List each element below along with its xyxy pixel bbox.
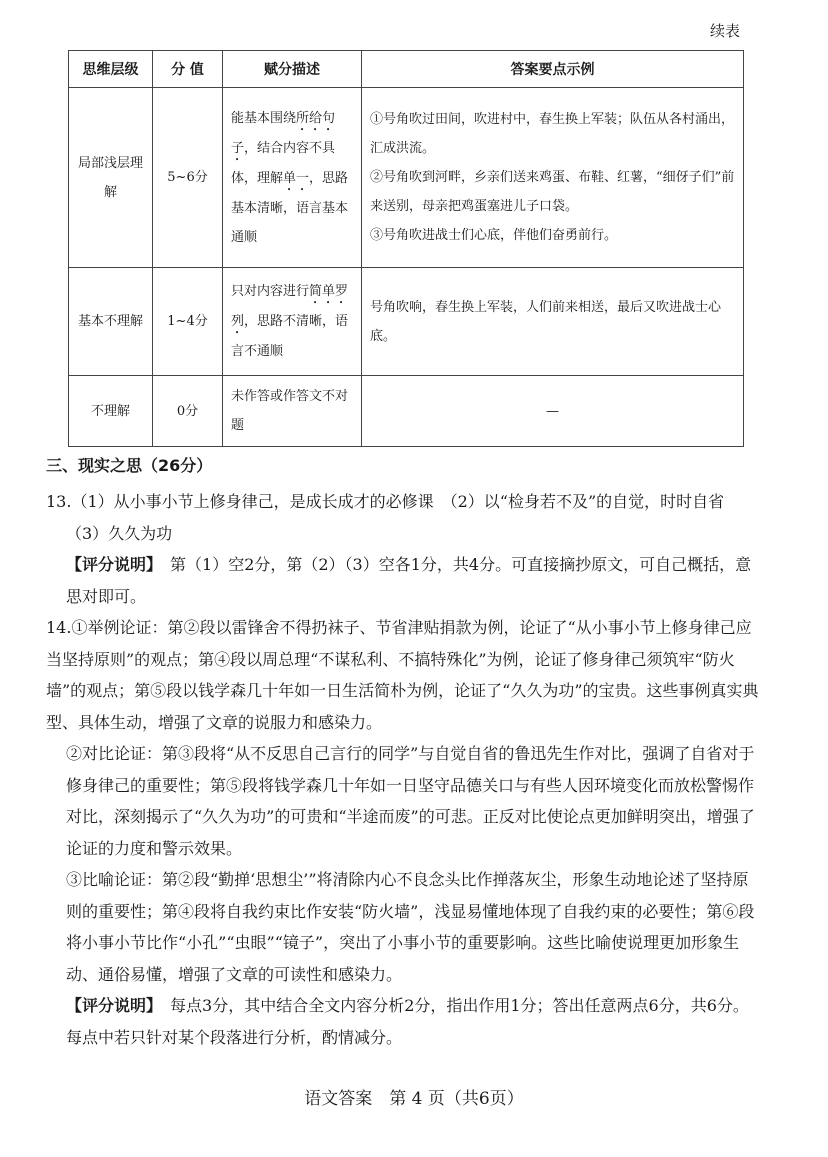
scoring-text: 第（1）空2分，第（2）（3）空各1分，共4分。可直接摘抄原文，可自己概括，意思对即可。 xyxy=(66,555,752,606)
level-cell: 基本不理解 xyxy=(69,268,153,376)
q13-answer-line1: 13.（1）从小事小节上修身律己，是成长成才的必修课 （2）以“检身若不及”的自觉，时时自省 xyxy=(46,492,725,511)
desc-text: ，结合内容不具体，理解 xyxy=(231,140,336,186)
scoring-tag: 【评分说明】 xyxy=(66,996,155,1015)
q13-scoring-note xyxy=(46,549,760,612)
desc-text: 只对内容进行 xyxy=(231,284,310,299)
col-header-level: 思维层级 xyxy=(69,51,153,88)
answer-point: — xyxy=(546,403,559,419)
col-header-desc: 赋分描述 xyxy=(223,51,362,88)
answer-point: ②号角吹到河畔，乡亲们送来鸡蛋、布鞋、红薯，“细伢子们”前来送别，母亲把鸡蛋塞进儿子口袋。 xyxy=(370,170,735,214)
desc-emphasis: 单一 xyxy=(283,170,310,186)
level-cell: 不理解 xyxy=(69,376,153,447)
continued-label: 续表 xyxy=(709,22,740,40)
answer-point: 号角吹响，春生换上军装，人们前来相送，最后又吹进战士心底。 xyxy=(370,299,722,344)
table-row xyxy=(69,88,744,268)
desc-cell xyxy=(223,88,362,268)
score-cell: 1~4分 xyxy=(153,268,223,376)
answers-cell xyxy=(362,376,744,447)
section-title: 三、现实之思（26分） xyxy=(46,456,213,475)
page-footer: 语文答案 第 4 页（共6页） xyxy=(304,1089,524,1109)
col-header-score: 分 值 xyxy=(153,51,223,88)
q13-answer-line2: （3）久久为功 xyxy=(66,523,173,543)
q14-point-1: 14.①举例论证：第②段以雷锋舍不得扔袜子、节省津贴捐款为例，论证了“从小事小节上修身律己应当坚持原则”的观点；第④段以周总理“不谋私利、不搞特殊化”为例，论证了修身律己须筑牢“防火墙”的观点；第⑤段以钱学森几十年如一日生活简朴为例，论证了“久久为功”的宝贵。这些事例真实典型、具体生动，增强了文章的说服力和感染力。 xyxy=(46,618,759,732)
q14-scoring-note xyxy=(46,990,760,1053)
scoring-tag: 【评分说明】 xyxy=(66,555,155,574)
desc-text: ，思路不清晰，语言不通顺 xyxy=(231,314,349,359)
answer-point: ③号角吹进战士们心底，伴他们奋勇前行。 xyxy=(370,228,618,243)
level-cell: 局部浅层理解 xyxy=(69,88,153,268)
table-row xyxy=(69,376,744,447)
desc-emphasis: 所给句子 xyxy=(231,110,336,156)
rubric-table xyxy=(68,50,744,447)
score-cell: 0分 xyxy=(153,376,223,447)
q13-block xyxy=(46,486,760,612)
q14-block xyxy=(46,612,760,1053)
answers-cell xyxy=(362,88,744,268)
desc-cell xyxy=(223,376,362,447)
col-header-answers: 答案要点示例 xyxy=(362,51,744,88)
desc-emphasis: 简单罗列 xyxy=(231,284,349,329)
scoring-text: 每点3分，其中结合全文内容分析2分，指出作用1分；答出任意两点6分，共6分。每点中若只针对某个段落进行分析，酌情减分。 xyxy=(66,996,749,1047)
desc-cell xyxy=(223,268,362,376)
desc-text: 未作答或作答文不对题 xyxy=(231,389,349,433)
score-cell: 5~6分 xyxy=(153,88,223,268)
table-row xyxy=(69,268,744,376)
desc-text: 能基本围绕 xyxy=(231,110,297,126)
q14-point-2: ②对比论证：第③段将“从不反思自己言行的同学”与自觉自省的鲁迅先生作对比，强调了自省对于修身律己的重要性；第⑤段将钱学森几十年如一日坚守品德关口与有些人因环境变化而放松警惕作对比，深刻揭示了“久久为功”的可贵和“半途而废”的可悲。正反对比使论点更加鲜明突出，增强了论证的力度和警示效果。 xyxy=(66,744,755,858)
answers-cell xyxy=(362,268,744,376)
desc-text: ，思路基本清晰，语言基本通顺 xyxy=(231,170,349,245)
table-header-row xyxy=(69,51,744,88)
answer-point: ①号角吹过田间，吹进村中，春生换上军装；队伍从各村涌出，汇成洪流。 xyxy=(370,112,735,156)
q14-point-3: ③比喻论证：第②段“勤掸‘思想尘’”将清除内心不良念头比作掸落灰尘，形象生动地论述了坚持原则的重要性；第④段将自我约束比作安装“防火墙”，浅显易懂地体现了自我约束的必要性；第⑥段将小事小节比作“小孔”“虫眼”“镜子”，突出了小事小节的重要影响。这些比喻使说理更加形象生动、通俗易懂，增强了文章的可读性和感染力。 xyxy=(66,870,755,984)
